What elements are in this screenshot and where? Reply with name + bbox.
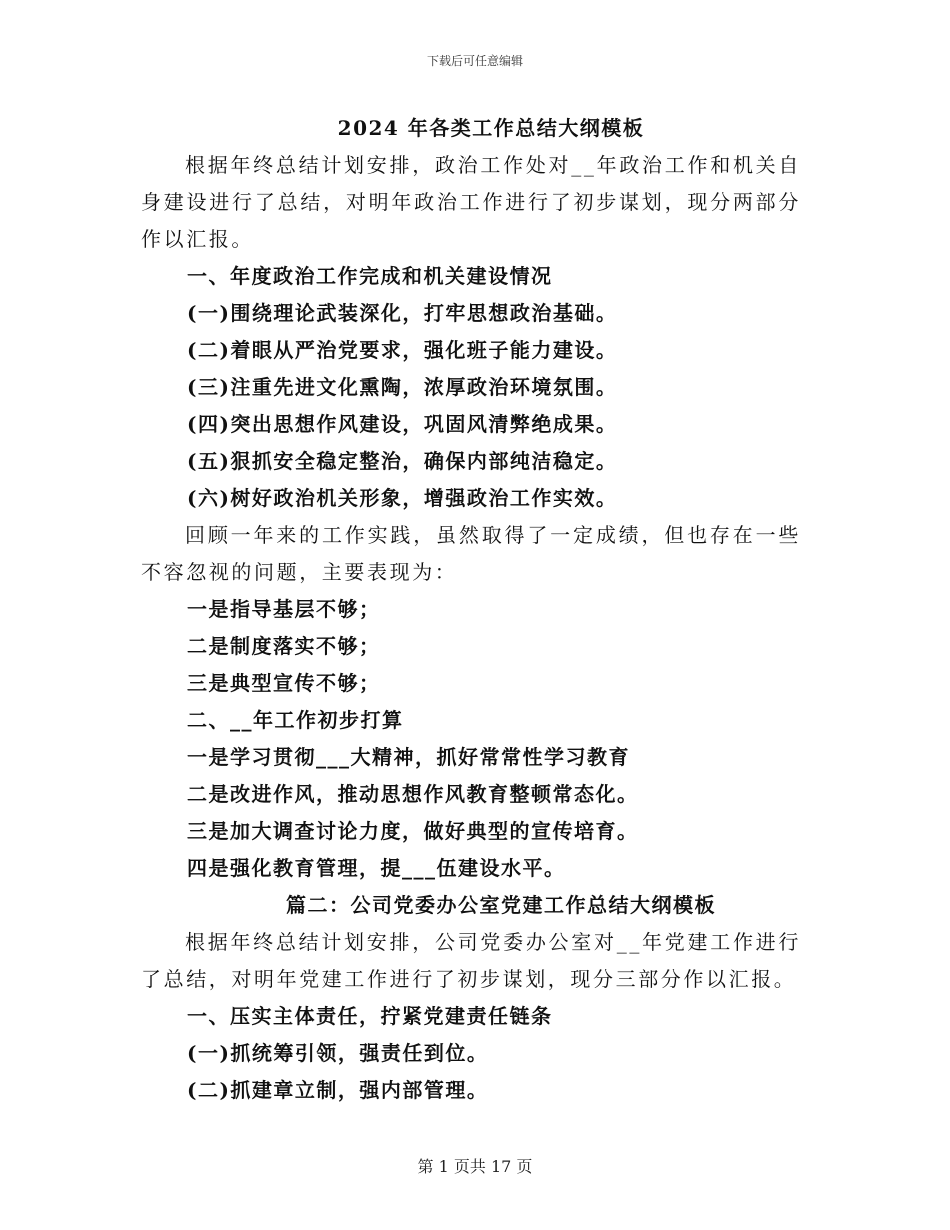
part2-section1-item-1: (一)抓统筹引领，强责任到位。: [187, 1041, 489, 1065]
page-header-note: 下载后可任意编辑: [426, 54, 523, 68]
section1-item-3: (三)注重先进文化熏陶，浓厚政治环境氛围。: [187, 375, 618, 399]
section1-heading: 一、年度政治工作完成和机关建设情况: [187, 264, 553, 288]
part2-title: 篇二：公司党委办公室党建工作总结大纲模板: [286, 893, 716, 917]
section1-item-6: (六)树好政治机关形象，增强政治工作实效。: [187, 486, 618, 510]
review-paragraph: 回顾一年来的工作实践，虽然取得了一定成绩，但也存在一些不容忽视的问题，主要表现为：: [141, 523, 801, 584]
part2-intro-paragraph: 根据年终总结计划安排，公司党委办公室对__年党建工作进行了总结，对明年党建工作进行了初步谋划，现分三部分作以汇报。: [141, 930, 801, 991]
section2-item-2: 二是改进作风，推动思想作风教育整顿常态化。: [187, 782, 639, 806]
page-footer-info: 第 1 页共 17 页: [417, 1157, 533, 1176]
problem-item-3: 三是典型宣传不够；: [187, 671, 381, 695]
problem-item-1: 一是指导基层不够；: [187, 597, 381, 621]
section2-item-4: 四是强化教育管理，提___伍建设水平。: [187, 856, 566, 880]
section1-item-4: (四)突出思想作风建设，巩固风清弊绝成果。: [187, 412, 618, 436]
document-body: [141, 110, 801, 1109]
section2-item-1: 一是学习贯彻___大精神，抓好常常性学习教育: [187, 745, 630, 769]
section1-item-5: (五)狠抓安全稳定整治，确保内部纯洁稳定。: [187, 449, 618, 473]
part2-section1-heading: 一、压实主体责任，拧紧党建责任链条: [187, 1004, 553, 1028]
document-title: 2024 年各类工作总结大纲模板: [337, 116, 645, 140]
part2-section1-item-2: (二)抓建章立制，强内部管理。: [187, 1078, 489, 1102]
section1-item-2: (二)着眼从严治党要求，强化班子能力建设。: [187, 338, 618, 362]
section2-heading: 二、__年工作初步打算: [187, 708, 404, 732]
section1-item-1: (一)围绕理论武装深化，打牢思想政治基础。: [187, 301, 618, 325]
intro-paragraph: 根据年终总结计划安排，政治工作处对__年政治工作和机关自身建设进行了总结，对明年政治工作进行了初步谋划，现分两部分作以汇报。: [141, 153, 801, 251]
section2-item-3: 三是加大调查讨论力度，做好典型的宣传培育。: [187, 819, 639, 843]
problem-item-2: 二是制度落实不够；: [187, 634, 381, 658]
